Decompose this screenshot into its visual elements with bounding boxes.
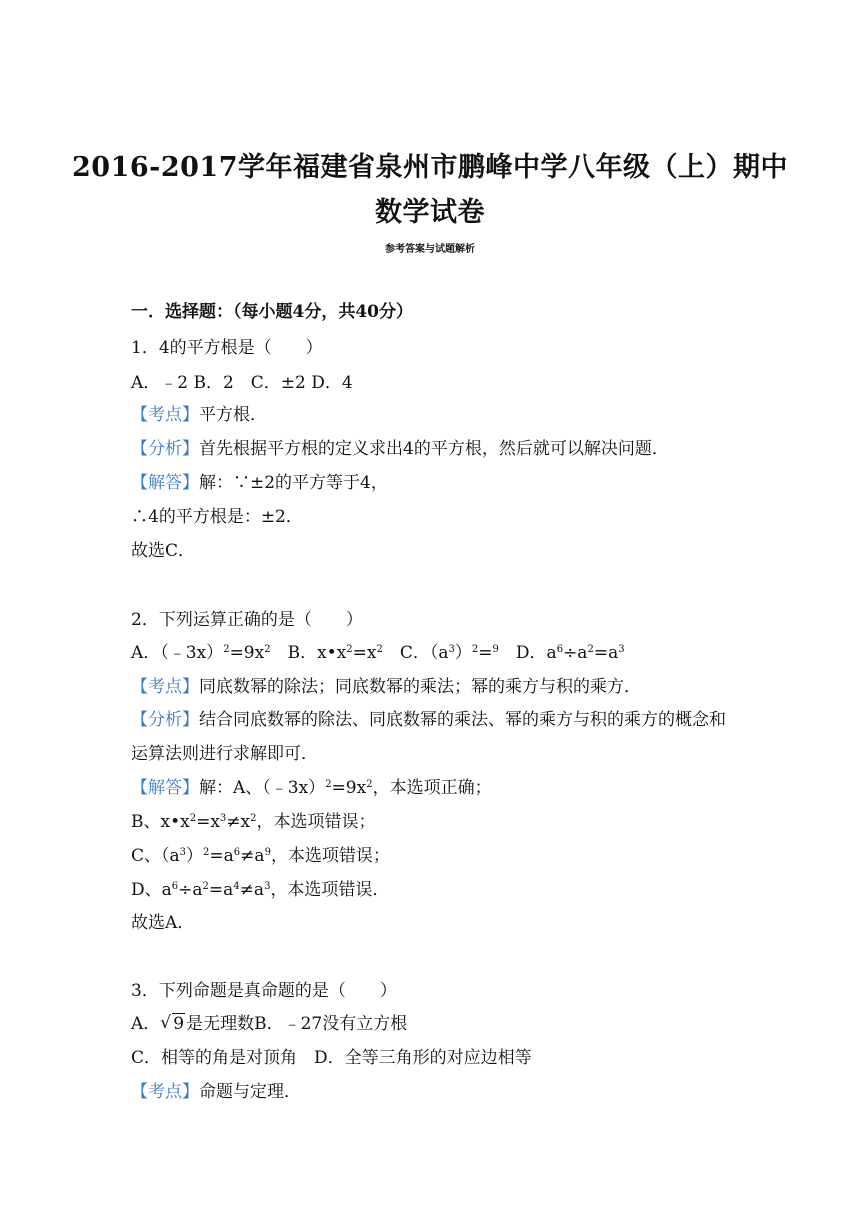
jieda-b-post: ，本选项错误； bbox=[256, 812, 376, 832]
superscript: 2 bbox=[346, 644, 353, 655]
jieda-c-neq: ≠a bbox=[240, 846, 265, 866]
q3-option-a-rest: 是无理数B．﹣27没有立方根 bbox=[186, 1014, 408, 1034]
q2-fenxi bbox=[131, 709, 726, 731]
superscript: 3 bbox=[448, 644, 455, 655]
superscript: 2 bbox=[587, 644, 594, 655]
superscript: 2 bbox=[325, 779, 332, 790]
q2-option-a: A．（﹣3x） bbox=[131, 643, 224, 663]
q3-kaodian bbox=[131, 1081, 301, 1103]
section-heading: 一．选择题：（每小题4分，共40分） bbox=[131, 302, 413, 322]
fenxi-text: 首先根据平方根的定义求出4的平方根，然后就可以解决问题． bbox=[199, 439, 669, 459]
q1-jieda bbox=[131, 472, 388, 494]
q2-jieda-d bbox=[131, 879, 389, 901]
superscript: 2 bbox=[223, 644, 230, 655]
q2-stem: 2．下列运算正确的是（ ） bbox=[131, 610, 363, 630]
q2-option-c: C．（a bbox=[382, 643, 449, 663]
page-title-line2: 数学试卷 bbox=[375, 197, 485, 228]
kaodian-tag: 【考点】 bbox=[131, 1082, 199, 1102]
radicand: 9 bbox=[173, 1014, 185, 1034]
superscript: 3 bbox=[618, 644, 625, 655]
superscript: 6 bbox=[556, 644, 564, 655]
superscript: 2 bbox=[264, 644, 271, 655]
q3-stem: 3．下列命题是真命题的是（ ） bbox=[131, 981, 397, 1001]
q2-option-d: D．a bbox=[498, 643, 557, 663]
q2-jieda-b bbox=[131, 811, 376, 833]
q2-fenxi-line2: 运算法则进行求解即可． bbox=[131, 744, 318, 764]
jieda-tag: 【解答】 bbox=[131, 778, 199, 798]
jieda-a-rest: =9x bbox=[331, 778, 367, 798]
q1-fenxi bbox=[131, 438, 669, 460]
q2-option-d-rest: ÷a bbox=[563, 643, 588, 663]
sqrt-symbol bbox=[160, 1013, 185, 1035]
jieda-d-eq: =a bbox=[208, 880, 234, 900]
page-subtitle: 参考答案与试题解析 bbox=[385, 244, 475, 255]
jieda-c-eq: =a bbox=[209, 846, 234, 866]
superscript: 9 bbox=[492, 644, 499, 655]
superscript: 6 bbox=[233, 847, 241, 858]
kaodian-text: 命题与定理． bbox=[199, 1082, 301, 1102]
q2-options bbox=[131, 642, 625, 664]
q2-option-c-rest: ） bbox=[454, 643, 472, 663]
q1-solution-line: ∴4的平方根是：±2． bbox=[131, 507, 303, 527]
superscript: 2 bbox=[366, 779, 373, 790]
jieda-text: 解：∵±2的平方等于4， bbox=[199, 473, 388, 493]
superscript: 3 bbox=[264, 881, 271, 892]
superscript: 2 bbox=[203, 847, 210, 858]
q2-jieda-c bbox=[131, 845, 390, 867]
q3-option-a: A． bbox=[131, 1014, 161, 1034]
jieda-b-neq: ≠x bbox=[226, 812, 251, 832]
jieda-c-rest: ） bbox=[186, 846, 204, 866]
superscript: 2 bbox=[471, 644, 479, 655]
superscript: 4 bbox=[233, 881, 240, 892]
kaodian-text: 同底数幂的除法；同底数幂的乘法；幂的乘方与积的乘方． bbox=[199, 677, 641, 697]
kaodian-tag: 【考点】 bbox=[131, 677, 199, 697]
q1-answer: 故选C． bbox=[131, 541, 196, 561]
superscript: 2 bbox=[202, 881, 209, 892]
jieda-a: 解：A、（﹣3x） bbox=[199, 778, 326, 798]
superscript: 2 bbox=[376, 644, 383, 655]
jieda-d-rest: ÷a bbox=[178, 880, 203, 900]
q1-kaodian bbox=[131, 404, 267, 426]
q2-option-c-eq: = bbox=[478, 643, 493, 663]
q2-jieda bbox=[131, 777, 492, 799]
q1-options: A．﹣2 B．2 C．±2 D．4 bbox=[131, 373, 353, 393]
radical-sign-icon: √ bbox=[160, 1013, 172, 1033]
jieda-c-post: ，本选项错误； bbox=[270, 846, 390, 866]
q2-answer: 故选A． bbox=[131, 913, 195, 933]
fenxi-text: 结合同底数幂的除法、同底数幂的乘法、幂的乘方与积的乘方的概念和 bbox=[199, 710, 726, 730]
page-title: 2016-2017学年福建省泉州市鹏峰中学八年级（上）期中 bbox=[72, 152, 788, 183]
q2-option-a-rest: =9x bbox=[229, 643, 265, 663]
superscript: 6 bbox=[171, 881, 179, 892]
q2-option-b-rest: =x bbox=[352, 643, 377, 663]
superscript: 2 bbox=[250, 813, 257, 824]
superscript: 2 bbox=[189, 813, 197, 824]
q3-options-cd: C．相等的角是对顶角 D．全等三角形的对应边相等 bbox=[131, 1048, 532, 1068]
fenxi-tag: 【分析】 bbox=[131, 439, 199, 459]
q1-stem: 1．4的平方根是（ ） bbox=[131, 338, 323, 358]
jieda-b-rest: =x bbox=[196, 812, 220, 832]
jieda-tag: 【解答】 bbox=[131, 473, 199, 493]
jieda-d-neq: ≠a bbox=[239, 880, 265, 900]
jieda-d-post: ，本选项错误． bbox=[270, 880, 390, 900]
superscript: 3 bbox=[219, 813, 227, 824]
q2-kaodian bbox=[131, 676, 641, 698]
q3-options-ab bbox=[131, 1013, 407, 1035]
jieda-b: B、x•x bbox=[131, 812, 190, 832]
q2-option-b: B．x•x bbox=[270, 643, 347, 663]
superscript: 9 bbox=[264, 847, 271, 858]
fenxi-tag: 【分析】 bbox=[131, 710, 199, 730]
superscript: 3 bbox=[179, 847, 187, 858]
q2-option-d-eq: =a bbox=[593, 643, 619, 663]
kaodian-text: 平方根． bbox=[199, 405, 267, 425]
jieda-c: C、（a bbox=[131, 846, 180, 866]
jieda-d: D、a bbox=[131, 880, 172, 900]
jieda-a-post: ，本选项正确； bbox=[372, 778, 492, 798]
kaodian-tag: 【考点】 bbox=[131, 405, 199, 425]
